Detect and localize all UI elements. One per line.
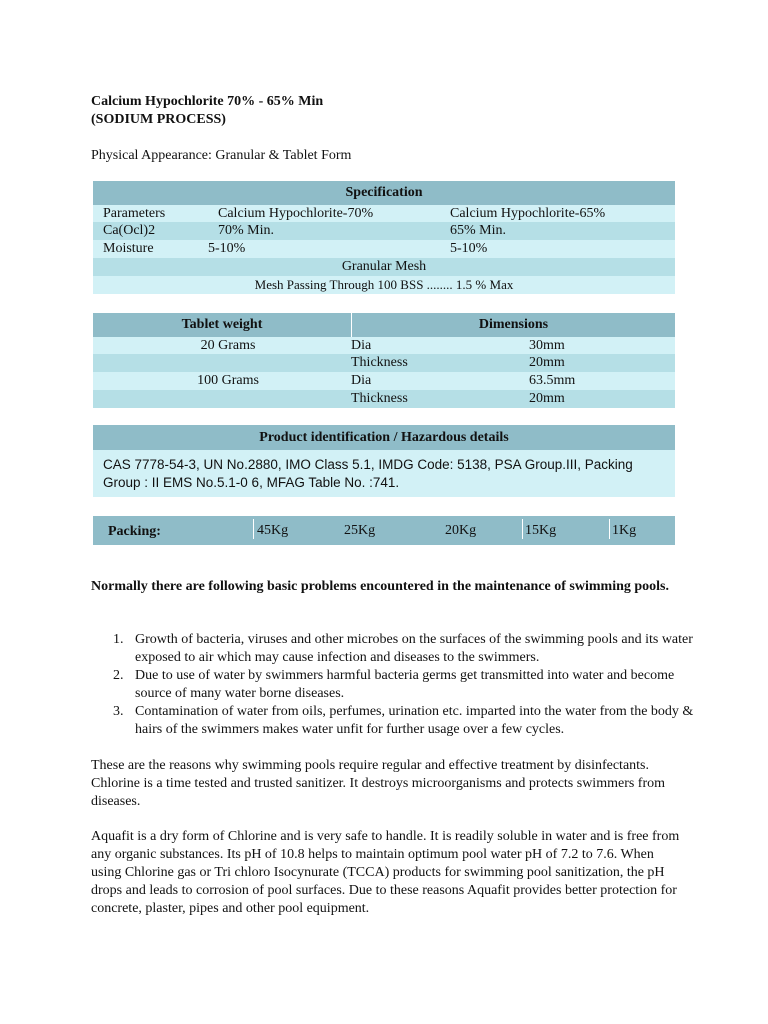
- table-cell: Ca(Ocl)2: [103, 223, 156, 238]
- table-cell: Thickness: [351, 391, 408, 406]
- table-row: [93, 205, 675, 222]
- list-number: 1.: [113, 632, 124, 647]
- list-text: Growth of bacteria, viruses and other microbes on the surfaces of the swimming pools and its water exposed to air which may cause infection and diseases to the swimmers.: [135, 632, 693, 665]
- mesh-passing-text: Mesh Passing Through 100 BSS ........ 1.5 % Max: [254, 277, 514, 292]
- list-number: 2.: [113, 668, 124, 683]
- table-row: [93, 337, 675, 354]
- list-item: [113, 667, 683, 703]
- packing-size: 1Kg: [612, 523, 637, 538]
- table-cell: 100 Grams: [197, 373, 259, 388]
- table-cell: Calcium Hypochlorite-70%: [218, 206, 374, 221]
- paragraph-reasons: These are the reasons why swimming pools require regular and effective treatment by disinfectants. Chlorine is a time tested and trusted sanitizer. It destroys microorganisms and protects swimmers from diseases.: [91, 758, 666, 809]
- column-divider: [253, 519, 254, 539]
- tablet-header-row: [93, 313, 675, 337]
- table-row: [93, 276, 675, 294]
- table-cell: 30mm: [529, 338, 565, 353]
- list-item: [113, 703, 694, 739]
- table-cell: 20 Grams: [200, 338, 256, 353]
- table-cell: Moisture: [103, 241, 154, 256]
- physical-appearance: Physical Appearance: Granular & Tablet Form: [91, 148, 352, 163]
- granular-mesh-label: Granular Mesh: [341, 259, 427, 274]
- hazard-header-row: [93, 425, 675, 450]
- spec-header: Specification: [345, 185, 423, 200]
- list-number: 3.: [113, 704, 124, 719]
- column-divider: [609, 519, 610, 539]
- problems-heading: Normally there are following basic problems encountered in the maintenance of swimming pools.: [91, 579, 669, 594]
- column-divider: [522, 519, 523, 539]
- hazard-body-row: [93, 450, 675, 497]
- table-row: [93, 390, 675, 408]
- list-item: [113, 631, 693, 667]
- table-cell: Thickness: [351, 355, 408, 370]
- packing-size: 45Kg: [257, 523, 289, 538]
- list-text: Due to use of water by swimmers harmful bacteria germs get transmitted into water and become source of many water borne diseases.: [135, 668, 675, 701]
- table-cell: 5-10%: [208, 241, 246, 256]
- table-cell: Dia: [351, 338, 372, 353]
- table-row: [93, 240, 675, 258]
- packing-label: Packing:: [108, 524, 161, 539]
- paragraph-aquafit: Aquafit is a dry form of Chlorine and is very safe to handle. It is readily soluble in water and is free from any organic substances. Its pH of 10.8 helps to maintain optimum pool water pH of 7.2 to 7.6. When using Chlorine gas or Tri chloro Isocynurate (TCCA) products for swimming pool sanitization, the pH drops and leads to corrosion of pool surfaces. Due to these reasons Aquafit provides better protection for concrete, plaster, pipes and other pool equipment.: [91, 829, 680, 916]
- table-cell: 63.5mm: [529, 373, 576, 388]
- hazard-details: CAS 7778-54-3, UN No.2880, IMO Class 5.1, IMDG Code: 5138, PSA Group.III, Packing Group : II EMS No.5.1-0 6, MFAG Table No. :741.: [103, 457, 633, 490]
- table-row: [93, 258, 675, 276]
- packing-row: [93, 516, 675, 545]
- table-cell: 5-10%: [450, 241, 488, 256]
- table-row: [93, 222, 675, 240]
- hazard-header: Product identification / Hazardous details: [259, 430, 509, 445]
- packing-size: 15Kg: [525, 523, 557, 538]
- table-row: [93, 372, 675, 390]
- title-line-1: Calcium Hypochlorite 70% - 65% Min: [91, 94, 324, 109]
- table-cell: Dia: [351, 373, 372, 388]
- table-cell: Parameters: [103, 206, 166, 221]
- dimensions-header: Dimensions: [478, 317, 549, 332]
- table-cell: 20mm: [529, 355, 565, 370]
- list-text: Contamination of water from oils, perfumes, urination etc. imparted into the water from the body & hairs of the swimmers makes water unfit for further usage over a few cycles.: [135, 704, 694, 737]
- table-cell: 70% Min.: [218, 223, 274, 238]
- tablet-weight-header: Tablet weight: [181, 317, 263, 332]
- table-cell: 65% Min.: [450, 223, 506, 238]
- spec-header-row: [93, 181, 675, 205]
- table-cell: Calcium Hypochlorite-65%: [450, 206, 606, 221]
- table-cell: 20mm: [529, 391, 565, 406]
- table-row: [93, 354, 675, 372]
- title-line-2: (SODIUM PROCESS): [91, 112, 226, 127]
- packing-size: 25Kg: [344, 523, 376, 538]
- packing-size: 20Kg: [445, 523, 477, 538]
